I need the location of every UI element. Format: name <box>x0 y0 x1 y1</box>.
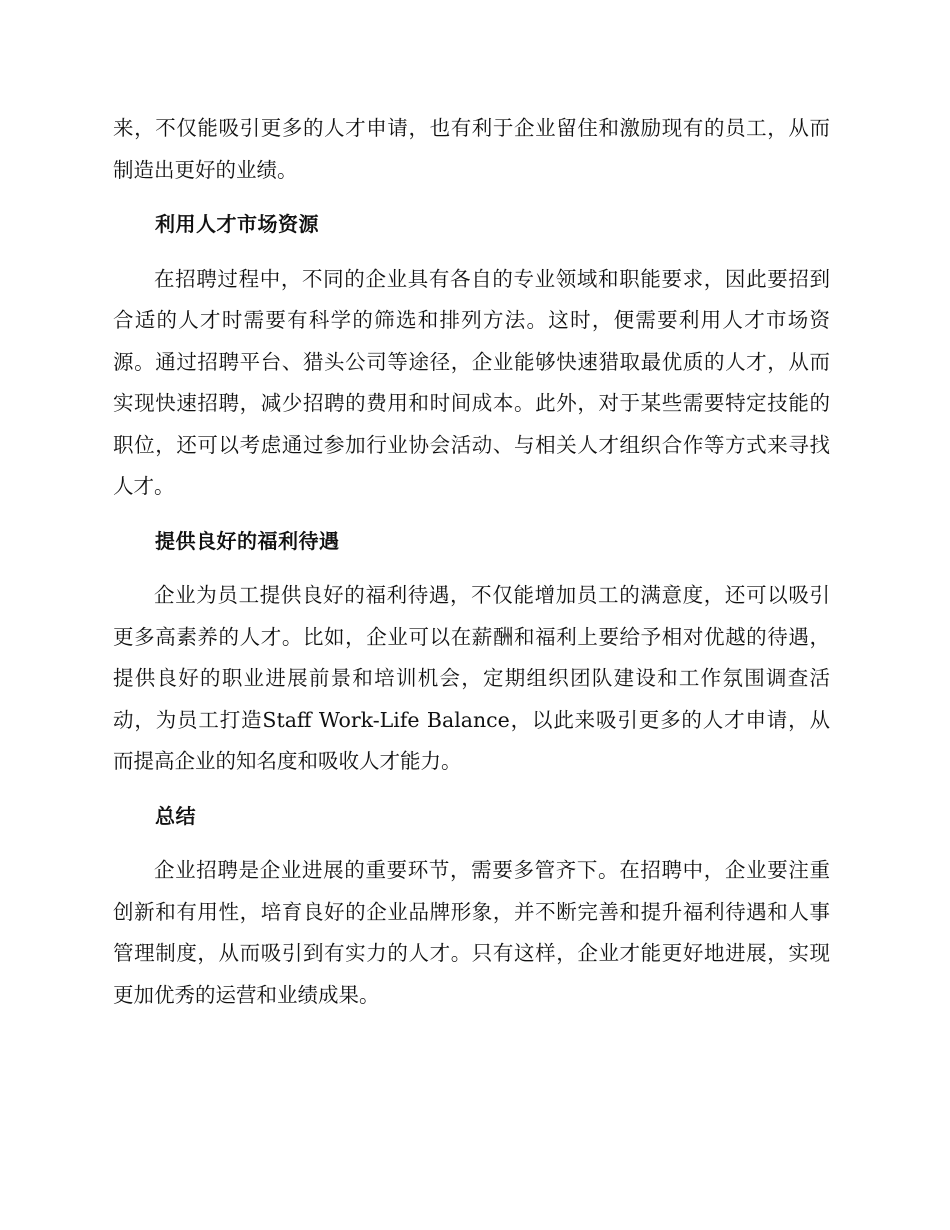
section-body-summary: 企业招聘是企业进展的重要环节，需要多管齐下。在招聘中，企业要注重创新和有用性，培育良好的企业品牌形象，并不断完善和提升福利待遇和人事管理制度，从而吸引到有实力的人才。只有这样，企业才能更好地进展，实现更加优秀的运营和业绩成果。 <box>113 858 830 1007</box>
section-body-benefits: 企业为员工提供良好的福利待遇，不仅能增加员工的满意度，还可以吸引更多高素养的人才。比如，企业可以在薪酬和福利上要给予相对优越的待遇，提供良好的职业进展前景和培训机会，定期组织团队建设和工作氛围调查活动，为员工打造Staff Work-Life Balance，以此来吸引更多的人才申请，从而提高企业的知名度和吸收人才能力。 <box>113 583 830 773</box>
section-heading-benefits: 提供良好的福利待遇 <box>155 528 340 553</box>
section-heading-talent-market: 利用人才市场资源 <box>155 212 319 236</box>
intro-paragraph: 来，不仅能吸引更多的人才申请，也有利于企业留住和激励现有的员工，从而制造出更好的业绩。 <box>113 116 830 182</box>
section-heading-summary: 总结 <box>155 803 196 828</box>
section-body-talent-market: 在招聘过程中，不同的企业具有各自的专业领域和职能要求，因此要招到合适的人才时需要有科学的筛选和排列方法。这时，便需要利用人才市场资源。通过招聘平台、猎头公司等途径，企业能够快速猎取最优质的人才，从而实现快速招聘，减少招聘的费用和时间成本。此外，对于某些需要特定技能的职位，还可以考虑通过参加行业协会活动、与相关人才组织合作等方式来寻找人才。 <box>113 266 830 498</box>
